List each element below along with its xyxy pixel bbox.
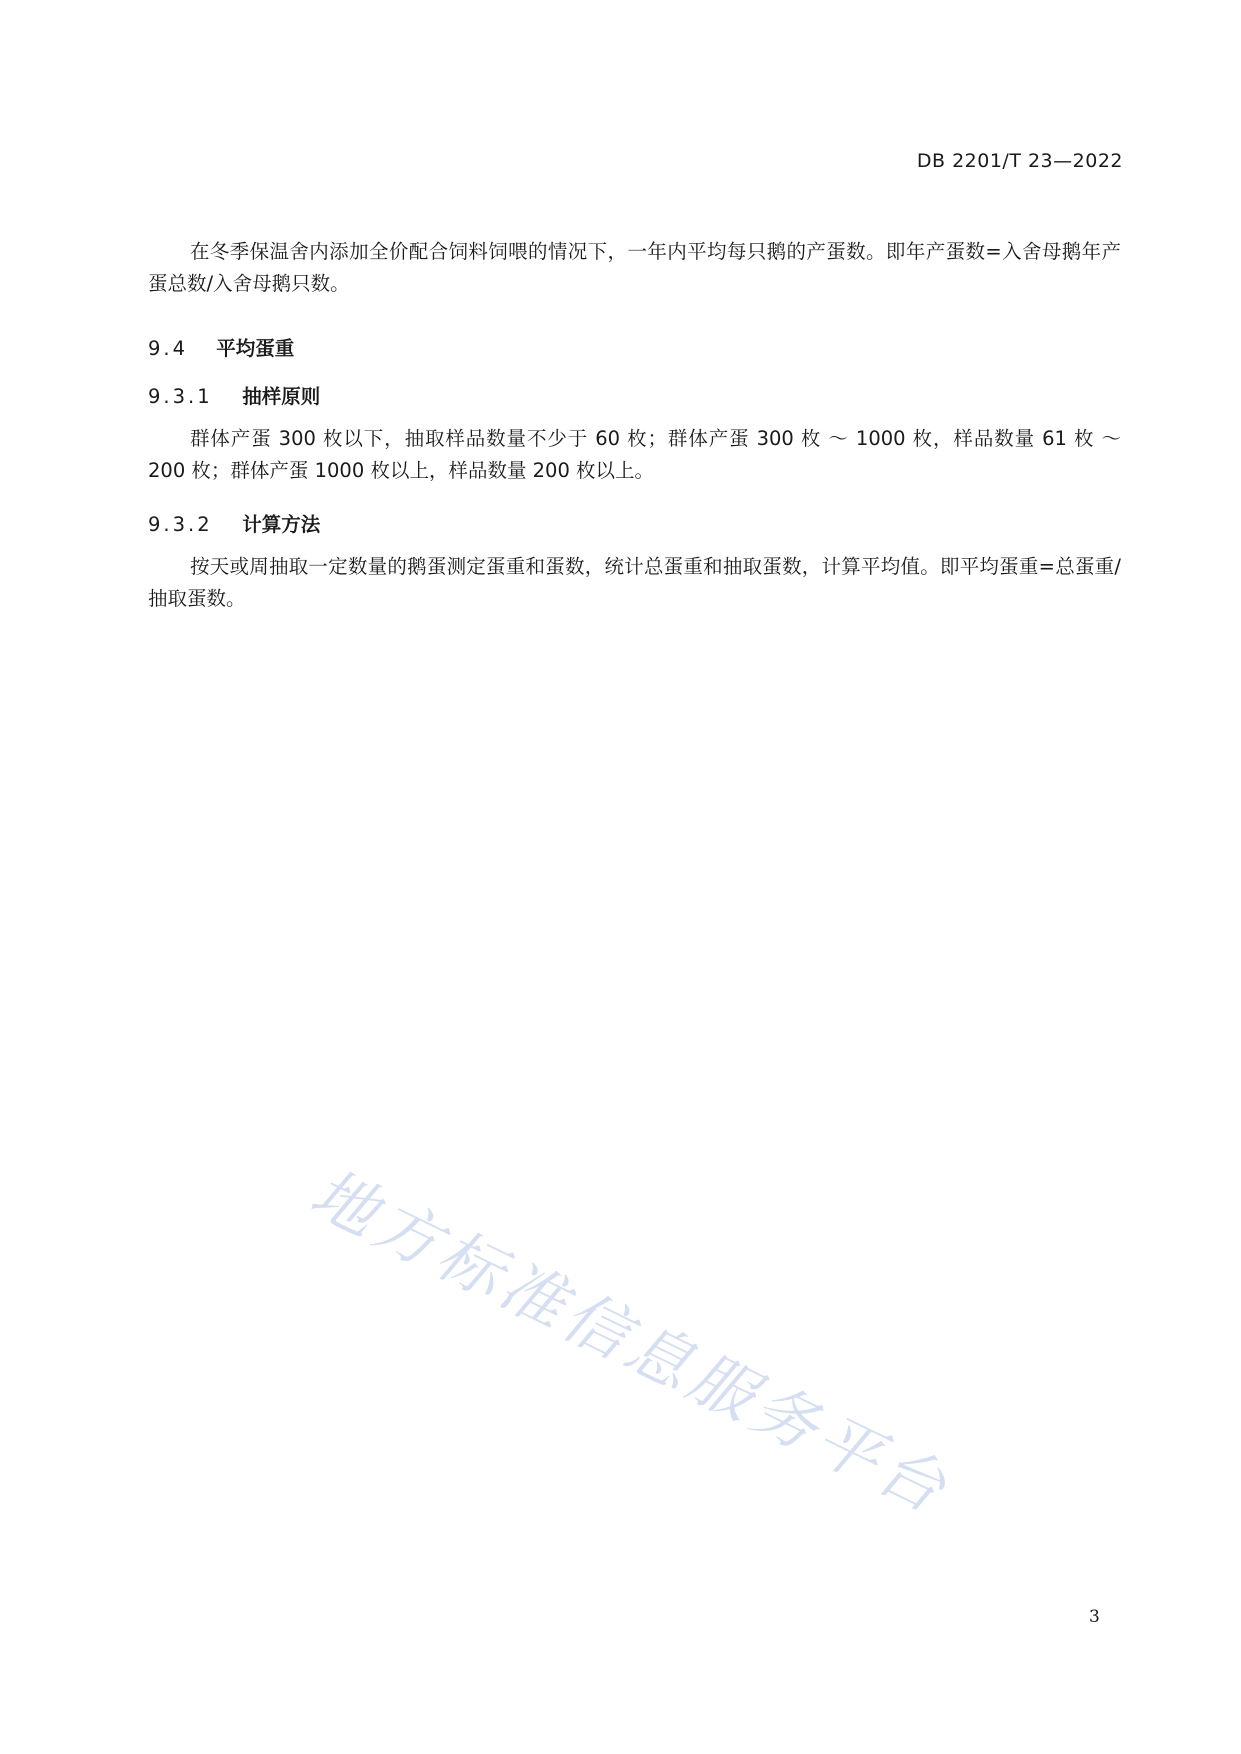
section-heading-9-3-2 — [148, 509, 320, 537]
section-heading-9-3-1 — [148, 381, 320, 409]
section-number: 9.3.1 — [148, 385, 213, 408]
intro-paragraph: 在冬季保温舍内添加全价配合饲料饲喂的情况下，一年内平均每只鹅的产蛋数。即年产蛋数=入舍母鹅年产蛋总数/入舍母鹅只数。 — [148, 240, 1121, 295]
calculation-method-paragraph: 按天或周抽取一定数量的鹅蛋测定蛋重和蛋数，统计总蛋重和抽取蛋数，计算平均值。即平均蛋重=总蛋重/抽取蛋数。 — [148, 555, 1121, 610]
section-title: 抽样原则 — [242, 385, 321, 408]
page-number: 3 — [1089, 1607, 1100, 1627]
section-title: 计算方法 — [242, 513, 321, 536]
section-title: 平均蛋重 — [216, 337, 295, 360]
section-number: 9.3.2 — [148, 513, 213, 536]
section-number: 9.4 — [148, 337, 189, 360]
sampling-principle-paragraph: 群体产蛋 300 枚以下，抽取样品数量不少于 60 枚；群体产蛋 300 枚 ～ 1000 枚，样品数量 61 枚 ～ 200 枚；群体产蛋 1000 枚以上，样品数量 200 枚以上。 — [148, 427, 1121, 482]
section-heading-9-4 — [148, 333, 294, 361]
document-code: DB 2201/T 23—2022 — [916, 150, 1123, 172]
watermark: 地方标准信息服务平台 — [299, 1156, 961, 1530]
